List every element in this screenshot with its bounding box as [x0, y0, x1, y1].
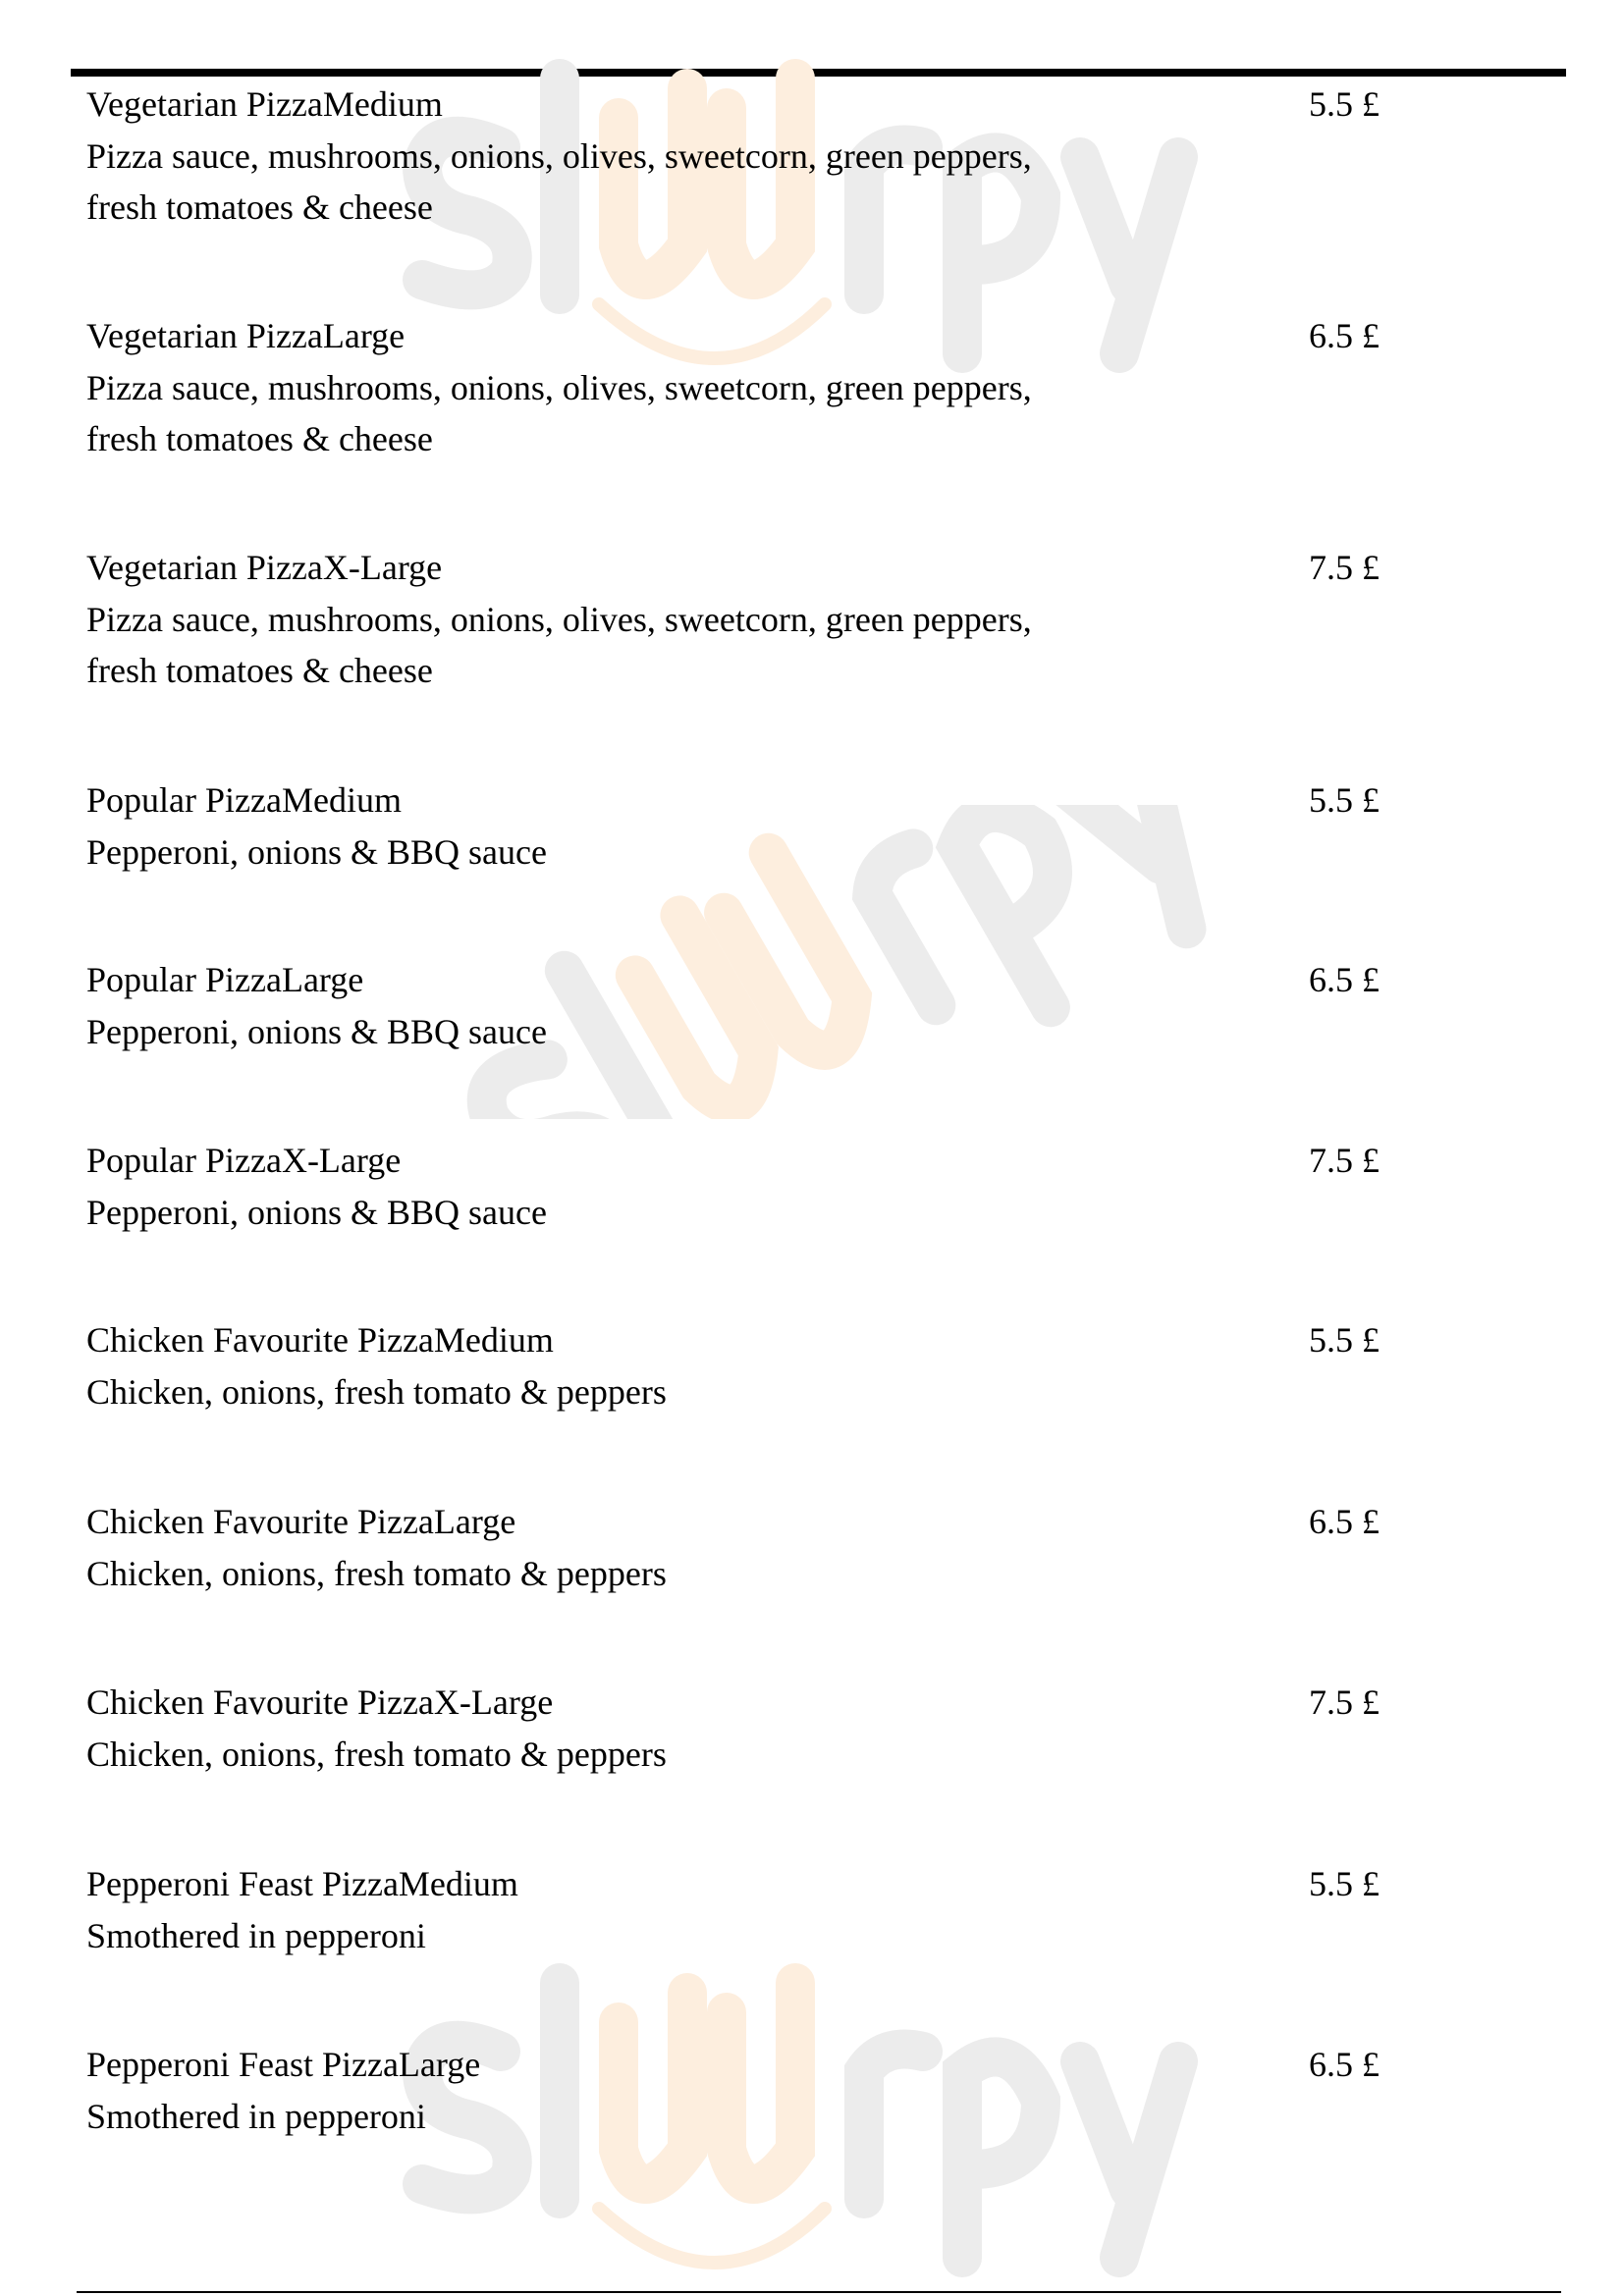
menu-item	[86, 774, 1559, 878]
item-price: 5.5 £	[1309, 84, 1380, 124]
bottom-divider	[77, 2291, 1561, 2293]
item-title: Chicken Favourite PizzaX-Large	[86, 1682, 554, 1722]
item-price: 6.5 £	[1309, 2045, 1380, 2084]
item-title: Chicken Favourite PizzaLarge	[86, 1502, 516, 1541]
menu-item	[86, 1135, 1559, 1238]
item-price: 7.5 £	[1309, 1141, 1380, 1180]
item-description: Smothered in pepperoni	[86, 1915, 426, 1955]
item-price: 6.5 £	[1309, 316, 1380, 355]
item-description: Smothered in pepperoni	[86, 2096, 426, 2136]
menu-item	[86, 1677, 1559, 1780]
item-description: Pepperoni, onions & BBQ sauce	[86, 1192, 547, 1232]
menu-item	[86, 310, 1559, 465]
menu-item	[86, 79, 1559, 234]
item-description: Chicken, onions, fresh tomato & peppers	[86, 1734, 667, 1774]
menu-item	[86, 1496, 1559, 1599]
item-price: 5.5 £	[1309, 1864, 1380, 1903]
top-divider	[71, 69, 1566, 77]
item-price: 6.5 £	[1309, 960, 1380, 999]
menu-item	[86, 1314, 1559, 1417]
item-price: 7.5 £	[1309, 1682, 1380, 1722]
item-title: Vegetarian PizzaLarge	[86, 316, 406, 355]
menu-item	[86, 2039, 1559, 2142]
item-title: Vegetarian PizzaX-Large	[86, 548, 443, 587]
item-price: 5.5 £	[1309, 780, 1380, 820]
item-title: Chicken Favourite PizzaMedium	[86, 1320, 554, 1360]
item-price: 7.5 £	[1309, 548, 1380, 587]
item-title: Popular PizzaLarge	[86, 960, 364, 999]
item-title: Popular PizzaX-Large	[86, 1141, 402, 1180]
menu-item	[86, 1858, 1559, 1961]
item-price: 6.5 £	[1309, 1502, 1380, 1541]
item-description: Pepperoni, onions & BBQ sauce	[86, 1011, 547, 1051]
item-price: 5.5 £	[1309, 1320, 1380, 1360]
item-title: Vegetarian PizzaMedium	[86, 84, 443, 124]
item-title: Popular PizzaMedium	[86, 780, 402, 820]
menu-item	[86, 542, 1559, 697]
item-title: Pepperoni Feast PizzaMedium	[86, 1864, 518, 1903]
item-description: Chicken, onions, fresh tomato & peppers	[86, 1371, 667, 1412]
item-description: Pizza sauce, mushrooms, onions, olives, sweetcorn, green peppers, fresh tomatoes & cheese	[86, 599, 1032, 690]
item-description: Chicken, onions, fresh tomato & peppers	[86, 1553, 667, 1593]
item-description: Pepperoni, onions & BBQ sauce	[86, 831, 547, 872]
item-description: Pizza sauce, mushrooms, onions, olives, sweetcorn, green peppers, fresh tomatoes & cheese	[86, 135, 1032, 227]
item-description: Pizza sauce, mushrooms, onions, olives, sweetcorn, green peppers, fresh tomatoes & cheese	[86, 367, 1032, 458]
item-title: Pepperoni Feast PizzaLarge	[86, 2045, 481, 2084]
menu-item	[86, 954, 1559, 1057]
